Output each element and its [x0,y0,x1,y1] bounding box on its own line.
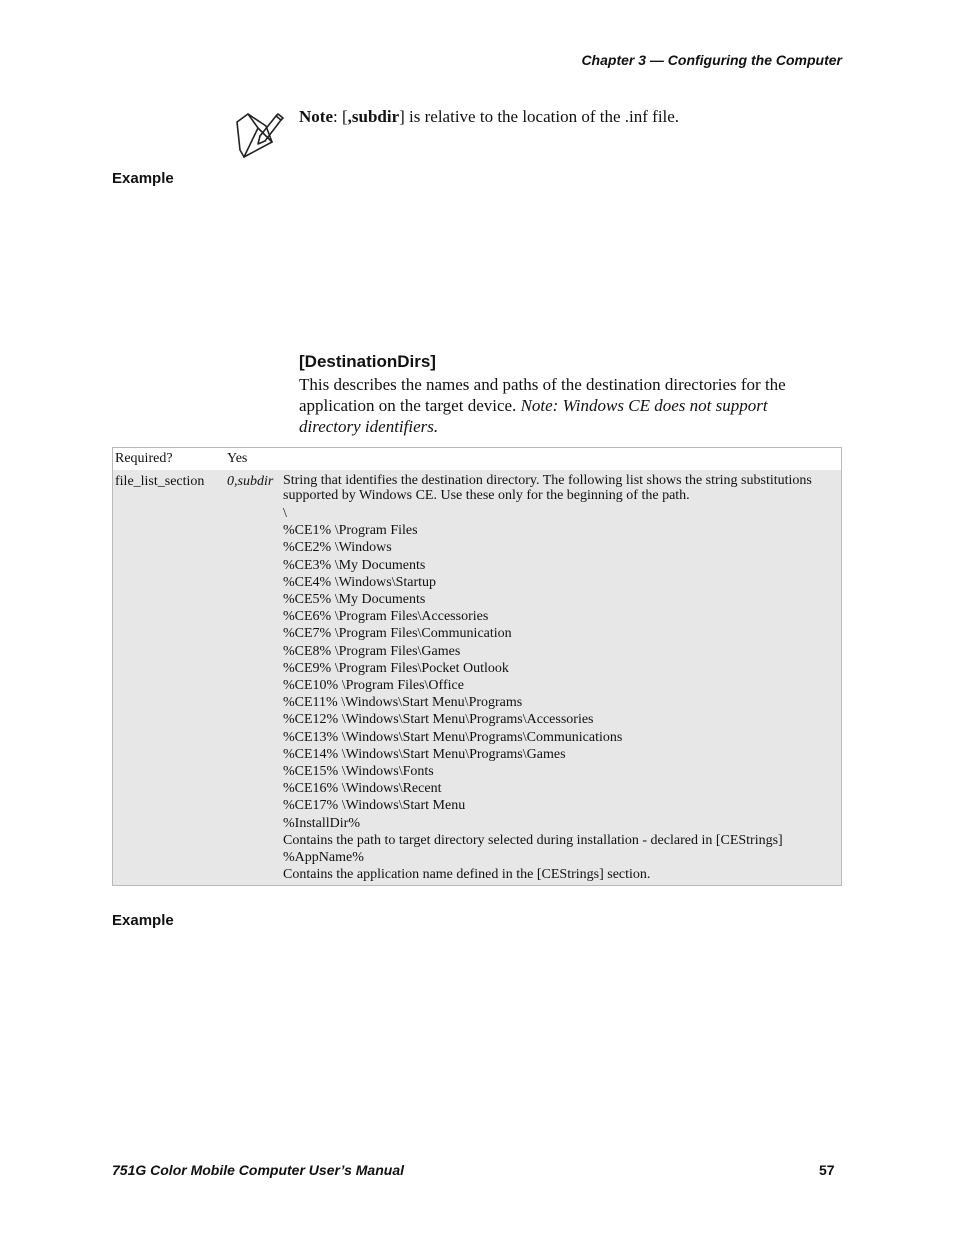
description-intro: String that identifies the destination directory. The following list shows the string substitutions supported by Windows CE. Use these only for the beginning of the path. [283,473,812,503]
substitution-item: %CE8% \Program Files\Games [283,643,461,659]
required-label: Required? [115,451,173,466]
substitution-item: %CE4% \Windows\Startup [283,574,437,590]
substitution-item: %CE7% \Program Files\Communication [283,626,512,642]
substitution-item: Contains the path to target directory selected during installation - declared in [CEStrings] [283,832,783,848]
substitution-item: %CE10% \Program Files\Office [283,678,464,694]
note-text [299,107,679,127]
substitution-item: Contains the application name defined in the [CEStrings] section. [283,867,651,883]
pencil-note-icon [234,110,284,160]
substitution-item: %CE3% \My Documents [283,557,426,573]
footer-manual-title: 751G Color Mobile Computer User’s Manual [112,1162,404,1178]
substitution-item: %CE15% \Windows\Fonts [283,764,434,780]
substitution-item: %CE1% \Program Files [283,523,418,539]
running-header: Chapter 3 — Configuring the Computer [581,52,842,68]
substitution-item: %CE17% \Windows\Start Menu [283,798,466,814]
substitution-item: %CE9% \Program Files\Pocket Outlook [283,660,509,676]
required-value: Yes [227,451,248,466]
note-label: Note [299,107,333,126]
table-row-required [113,448,841,470]
section-heading: [DestinationDirs] [299,352,436,371]
parameter-table [112,447,842,886]
substitution-item: %CE11% \Windows\Start Menu\Programs [283,695,523,711]
substitution-item: %InstallDir% [283,815,360,831]
substitution-item: %CE2% \Windows [283,540,392,556]
file-list-section-value: 0,subdir [227,474,274,489]
substitution-item: %CE12% \Windows\Start Menu\Programs\Accessories [283,712,594,728]
section-description-note: Note: Windows CE does not support directory identifiers. [299,396,768,436]
note-term: ,subdir [347,107,400,126]
note-separator: : [ [332,107,348,126]
section-description [299,374,829,437]
section-description-text: This describes the names and paths of the destination directories for the application on the target device. [299,375,786,415]
substitution-list [283,505,833,883]
file-list-section-label: file_list_section [115,474,205,489]
note-rest: ] is relative to the location of the .inf file. [399,107,680,126]
table-row-file-list-section [113,470,841,885]
substitution-item: %CE6% \Program Files\Accessories [283,609,489,625]
substitution-item: %CE16% \Windows\Recent [283,781,442,797]
example-heading-2: Example [112,912,174,929]
substitution-item: %CE14% \Windows\Start Menu\Programs\Games [283,746,566,762]
substitution-item: %CE5% \My Documents [283,592,426,608]
file-list-section-description [283,473,833,883]
substitution-item: %CE13% \Windows\Start Menu\Programs\Communications [283,729,623,745]
substitution-item: %AppName% [283,850,364,866]
example-heading: Example [112,170,174,187]
substitution-item: \ [283,506,287,521]
footer-page-number: 57 [819,1162,835,1178]
